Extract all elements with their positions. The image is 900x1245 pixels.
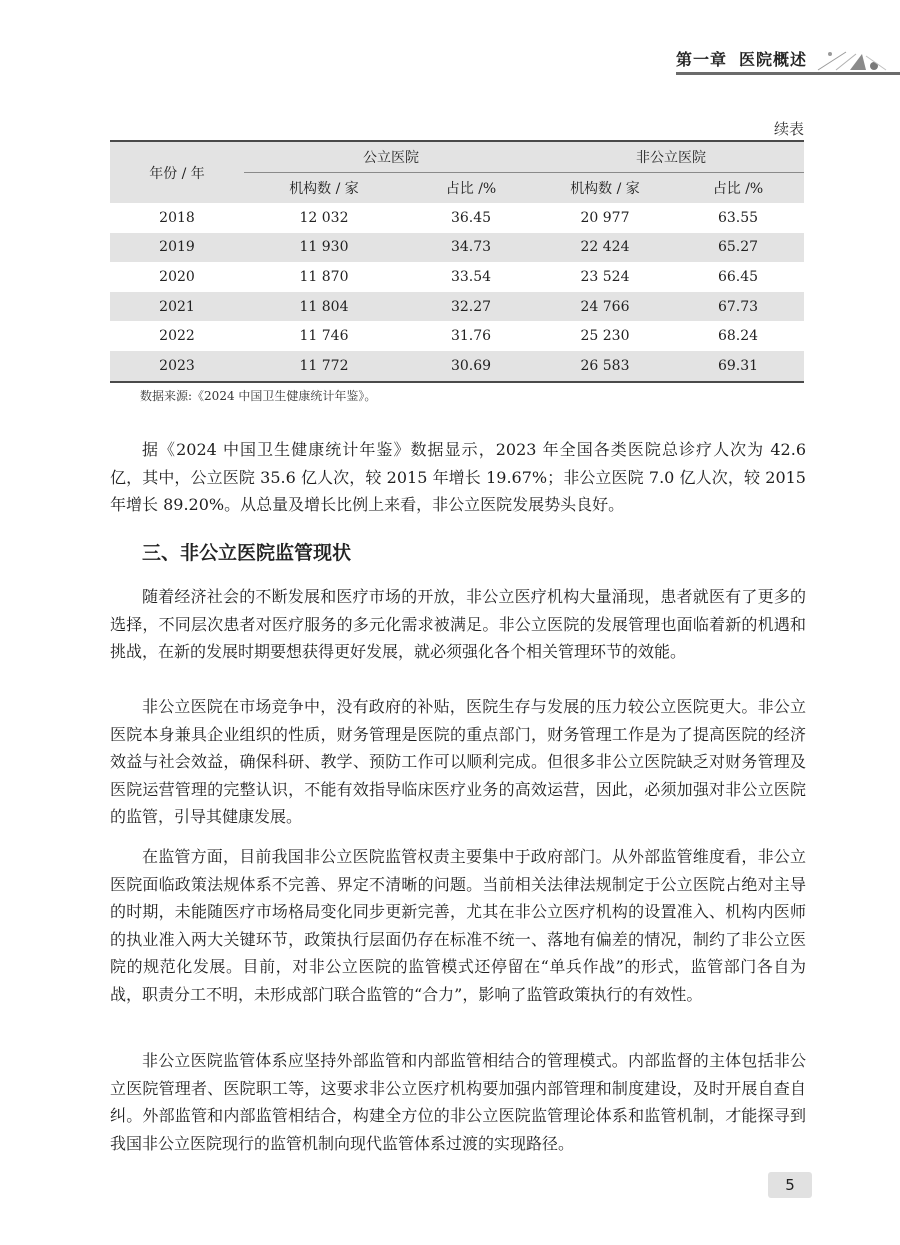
cell-year: 2022 [159,328,195,345]
section-heading: 三、非公立医院监管现状 [142,542,352,564]
table-row [110,233,804,263]
cell-public-ratio: 36.45 [450,209,492,226]
cell-public-count: 11 772 [244,351,404,382]
chapter-label: 第一章 [676,50,728,69]
cell-private-ratio: 69.31 [672,351,804,382]
header-rule [676,72,900,75]
cell-year: 2021 [110,292,244,322]
header-private-count: 机构数 / 家 [538,173,672,204]
paragraph-regulation: 在监管方面，目前我国非公立医院监管权责主要集中于政府部门。从外部监管维度看，非公立医院面临政策法规体系不完善、界定不清晰的问题。当前相关法律法规制定于公立医院占绝对主导的时期，未能随医疗市场格局变化同步更新完善，尤其在非公立医疗机构的设置准入、机构内医师的执业准入两大关键环节，政策执行层面仍存在标准不统一、落地有偏差的情况，制约了非公立医院的规范化发展。目前，对非公立医院的监管模式还停留在“单兵作战”的形式，监管部门各自为战，职责分工不明，未形成部门联合监管的“合力”，影响了监管政策执行的有效性。 [110,847,806,1004]
header-public-count: 机构数 / 家 [244,173,404,204]
header-year: 年份 / 年 [110,141,244,203]
table-row [110,203,804,233]
cell-private-ratio: 68.24 [717,328,759,345]
hospital-count-table [110,140,804,383]
cell-private-ratio: 63.55 [717,209,759,226]
page-number: 5 [768,1172,812,1198]
cell-public-count: 12 032 [299,209,349,226]
header-private-ratio: 占比 /% [672,173,804,204]
cell-public-count: 11 930 [244,233,404,263]
chapter-name: 医院概述 [739,50,808,69]
cell-private-count: 24 766 [538,292,672,322]
cell-year: 2018 [159,209,195,226]
cell-private-count: 23 524 [580,268,630,285]
paragraph-system: 非公立医院监管体系应坚持外部监管和内部监管相结合的管理模式。内部监督的主体包括非公立医院管理者、医院职工等，这要求非公立医疗机构要加强内部管理和制度建设，及时开展自查自纠。外部监管和内部监管相结合，构建全方位的非公立医院监管理论体系和监管机制，才能探寻到我国非公立医院现行的监管机制向现代监管体系过渡的实现路径。 [110,1051,806,1153]
cell-year: 2023 [110,351,244,382]
cell-public-ratio: 34.73 [404,233,538,263]
paragraph-financial: 非公立医院在市场竞争中，没有政府的补贴，医院生存与发展的压力较公立医院更大。非公立医院本身兼具企业组织的性质，财务管理是医院的重点部门，财务管理工作是为了提高医院的经济效益与社会效益，确保科研、教学、预防工作可以顺利完成。但很多非公立医院缺乏对财务管理及医院运营管理的完整认识，不能有效指导临床医疗业务的高效运营，因此，必须加强对非公立医院的监管，引导其健康发展。 [110,697,806,826]
cell-public-ratio: 32.27 [404,292,538,322]
table-row [110,262,804,292]
table-row [110,321,804,351]
cell-private-count: 20 977 [580,209,630,226]
paragraph-statistics: 据《2024 中国卫生健康统计年鉴》数据显示，2023 年全国各类医院总诊疗人次为 42.6 亿，其中，公立医院 35.6 亿人次，较 2015 年增长 19.67%；非公立医院 7.0 亿人次，较 2015 年增长 89.20%。从总量及增长比例上来看，非公立医院发展势头良好。 [110,440,806,514]
running-head [676,44,900,78]
table-continued-label: 续表 [773,120,804,138]
chapter-title [676,47,807,70]
header-private-group: 非公立医院 [538,141,804,173]
table-row [110,351,804,382]
cell-private-count: 22 424 [538,233,672,263]
cell-public-count: 11 804 [244,292,404,322]
cell-private-count: 26 583 [538,351,672,382]
cell-private-ratio: 67.73 [672,292,804,322]
cell-year: 2020 [159,268,195,285]
header-public-ratio: 占比 /% [404,173,538,204]
cell-public-ratio: 31.76 [450,328,492,345]
cell-public-count: 11 746 [299,328,349,345]
table-row [110,292,804,322]
cell-public-count: 11 870 [299,268,349,285]
cell-private-ratio: 65.27 [672,233,804,263]
cell-year: 2019 [110,233,244,263]
cell-private-count: 25 230 [580,328,630,345]
paragraph-development: 随着经济社会的不断发展和医疗市场的开放，非公立医疗机构大量涌现，患者就医有了更多的选择，不同层次患者对医疗服务的多元化需求被满足。非公立医院的发展管理也面临着新的机遇和挑战，在新的发展时期要想获得更好发展，就必须强化各个相关管理环节的效能。 [110,587,806,661]
cell-public-ratio: 30.69 [404,351,538,382]
cell-public-ratio: 33.54 [450,268,492,285]
table-source-note: 数据来源:《2024 中国卫生健康统计年鉴》。 [140,389,377,403]
header-public-group: 公立医院 [244,141,538,173]
cell-private-ratio: 66.45 [717,268,759,285]
